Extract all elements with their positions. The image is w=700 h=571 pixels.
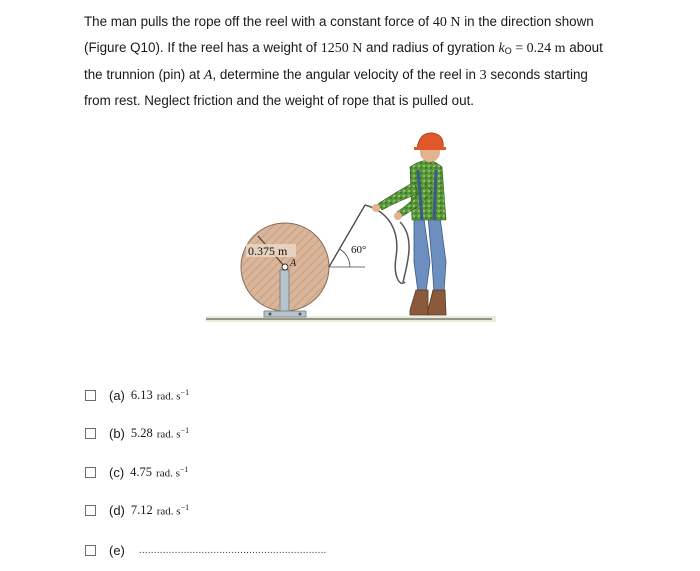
rope-coil-2 <box>400 222 409 282</box>
checkbox-c[interactable] <box>85 467 96 478</box>
rope <box>329 205 365 267</box>
question-text <box>84 10 624 113</box>
angle-arc <box>340 249 351 267</box>
question-line-2: (Figure Q10). If the reel has a weight of 1250 N and radius of gyration $k_O = 0.24$ m about <box>84 39 603 56</box>
angle-label: 60° <box>351 244 367 256</box>
pin-label: A <box>290 258 297 269</box>
option-a[interactable]: (a) 6.13 rad. $s^{-1}$ <box>85 388 189 403</box>
pin-a <box>282 264 288 270</box>
man-figure <box>372 133 446 315</box>
question-line-3: the trunnion (pin) at A, determine the angular velocity of the reel in 3 seconds starting <box>84 67 588 83</box>
question-line-4: from rest. Neglect friction and the weight of rope that is pulled out. <box>84 92 475 108</box>
checkbox-d[interactable] <box>85 505 96 516</box>
checkbox-b[interactable] <box>85 428 96 439</box>
reel-stand <box>280 270 289 316</box>
option-d[interactable]: (d) 7.12 rad. $s^{-1}$ <box>85 503 189 518</box>
checkbox-a[interactable] <box>85 390 96 401</box>
option-b[interactable]: (b) 5.28 rad. $s^{-1}$ <box>85 426 189 441</box>
checkbox-e[interactable] <box>85 545 96 556</box>
radius-label: 0.375 m <box>248 244 288 258</box>
question-line-1: The man pulls the rope off the reel with a constant force of 40 N in the direction shown <box>84 14 594 30</box>
option-c[interactable]: (c) 4.75 rad. $s^{-1}$ <box>85 465 188 480</box>
reel-figure <box>200 112 500 342</box>
answer-blank[interactable]: ............................................................... <box>138 545 327 556</box>
bolt-left <box>269 313 272 316</box>
option-e[interactable]: (e) ............................................................... <box>85 543 327 558</box>
bolt-right <box>299 313 302 316</box>
